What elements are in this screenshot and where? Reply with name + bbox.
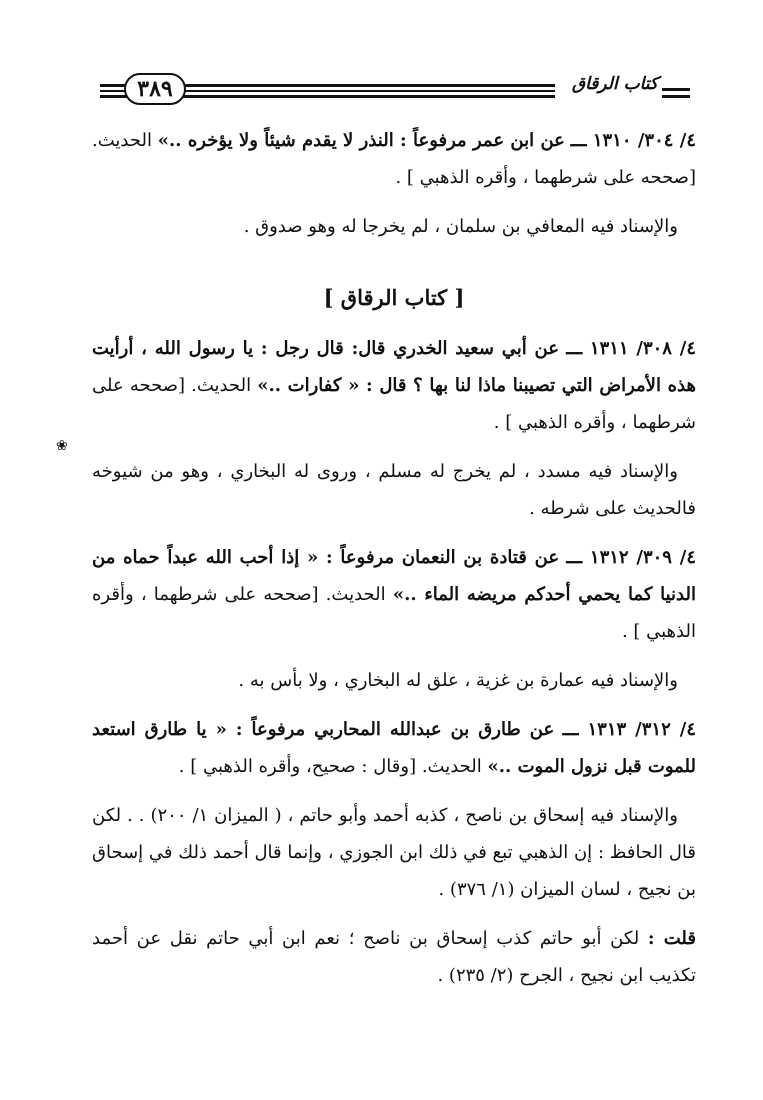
entry-hadith: عن أبي سعيد الخدري قال: قال رجل : يا رسول الله ، أرأيت هذه الأمراض التي تصيبنا ماذا لنا بها ؟ قال : « كفارات ..» <box>92 338 696 396</box>
header-rule <box>178 84 555 87</box>
entry-comment: والإسناد فيه مسدد ، لم يخرج له مسلم ، وروى له البخاري ، وهو من شيوخه فالحديث على شرطه . <box>92 461 696 519</box>
note-label: قلت : <box>647 928 696 949</box>
entry-ref: ٤/ ٣٠٤/ ١٣١٠ ـــ <box>570 130 696 151</box>
page-number: ٣٨٩ <box>124 73 186 105</box>
entry-hadith: عن قتادة بن النعمان مرفوعاً : « إذا أحب الله عبداً حماه من الدنيا كما يحمي أحدكم مريضه الماء ..» <box>92 547 696 605</box>
entry-grading: الحديث. [وقال : صحيح، وأقره الذهبي ] . <box>178 756 482 777</box>
entry-hadith: عن ابن عمر مرفوعاً : النذر لا يقدم شيئاً ولا يؤخره ..» <box>157 130 565 151</box>
section-title: [ كتاب الرقاق ] <box>323 285 465 310</box>
page-header <box>100 70 690 106</box>
margin-mark: ❀ <box>56 438 68 454</box>
page-body <box>92 122 696 1006</box>
entry-comment: والإسناد فيه المعافي بن سلمان ، لم يخرجا له وهو صدوق . <box>243 216 678 237</box>
header-rule <box>662 88 690 91</box>
entry-comment: والإسناد فيه عمارة بن غزية ، علق له البخاري ، ولا بأس به . <box>238 670 678 691</box>
header-rule <box>178 90 555 92</box>
editor-note <box>92 920 696 994</box>
entry-1311 <box>92 330 696 441</box>
entry-ref: ٤/ ٣٠٩/ ١٣١٢ ـــ <box>566 547 696 568</box>
entry-1313 <box>92 711 696 785</box>
entry-hadith: عن طارق بن عبدالله المحاربي مرفوعاً : « يا طارق استعد للموت قبل نزول الموت ..» <box>92 719 696 777</box>
entry-grading: الحديث. [صححه على شرطهما ، وأقره الذهبي ] . <box>92 375 696 433</box>
entry-ref: ٤/ ٣٠٨/ ١٣١١ ـــ <box>566 338 697 359</box>
header-rule <box>662 95 690 98</box>
entry-grading: الحديث. [صححه على شرطهما ، وأقره الذهبي ] . <box>92 130 696 188</box>
entry-1312 <box>92 539 696 650</box>
entry-ref: ٤/ ٣١٢/ ١٣١٣ ـــ <box>562 719 696 740</box>
note-text: لكن أبو حاتم كذب إسحاق بن ناصح ؛ نعم ابن أبي حاتم نقل عن أحمد تكذيب ابن نجيح ، الجرح (٢/ ٢٣٥) . <box>92 928 696 986</box>
entry-1310 <box>92 122 696 196</box>
entry-grading: الحديث. [صححه على شرطهما ، وأقره الذهبي ] . <box>92 584 696 642</box>
running-title: كتاب الرقاق <box>571 74 658 94</box>
header-rule <box>178 95 555 98</box>
entry-comment: والإسناد فيه إسحاق بن ناصح ، كذبه أحمد وأبو حاتم ، ( الميزان ١/ ٢٠٠) . . لكن قال الحافظ : إن الذهبي تبع في ذلك ابن الجوزي ، وإنما قال أحمد ذلك في إسحاق بن نجيح ، لسان الميزان (١/ ٣٧٦) . <box>92 805 696 900</box>
